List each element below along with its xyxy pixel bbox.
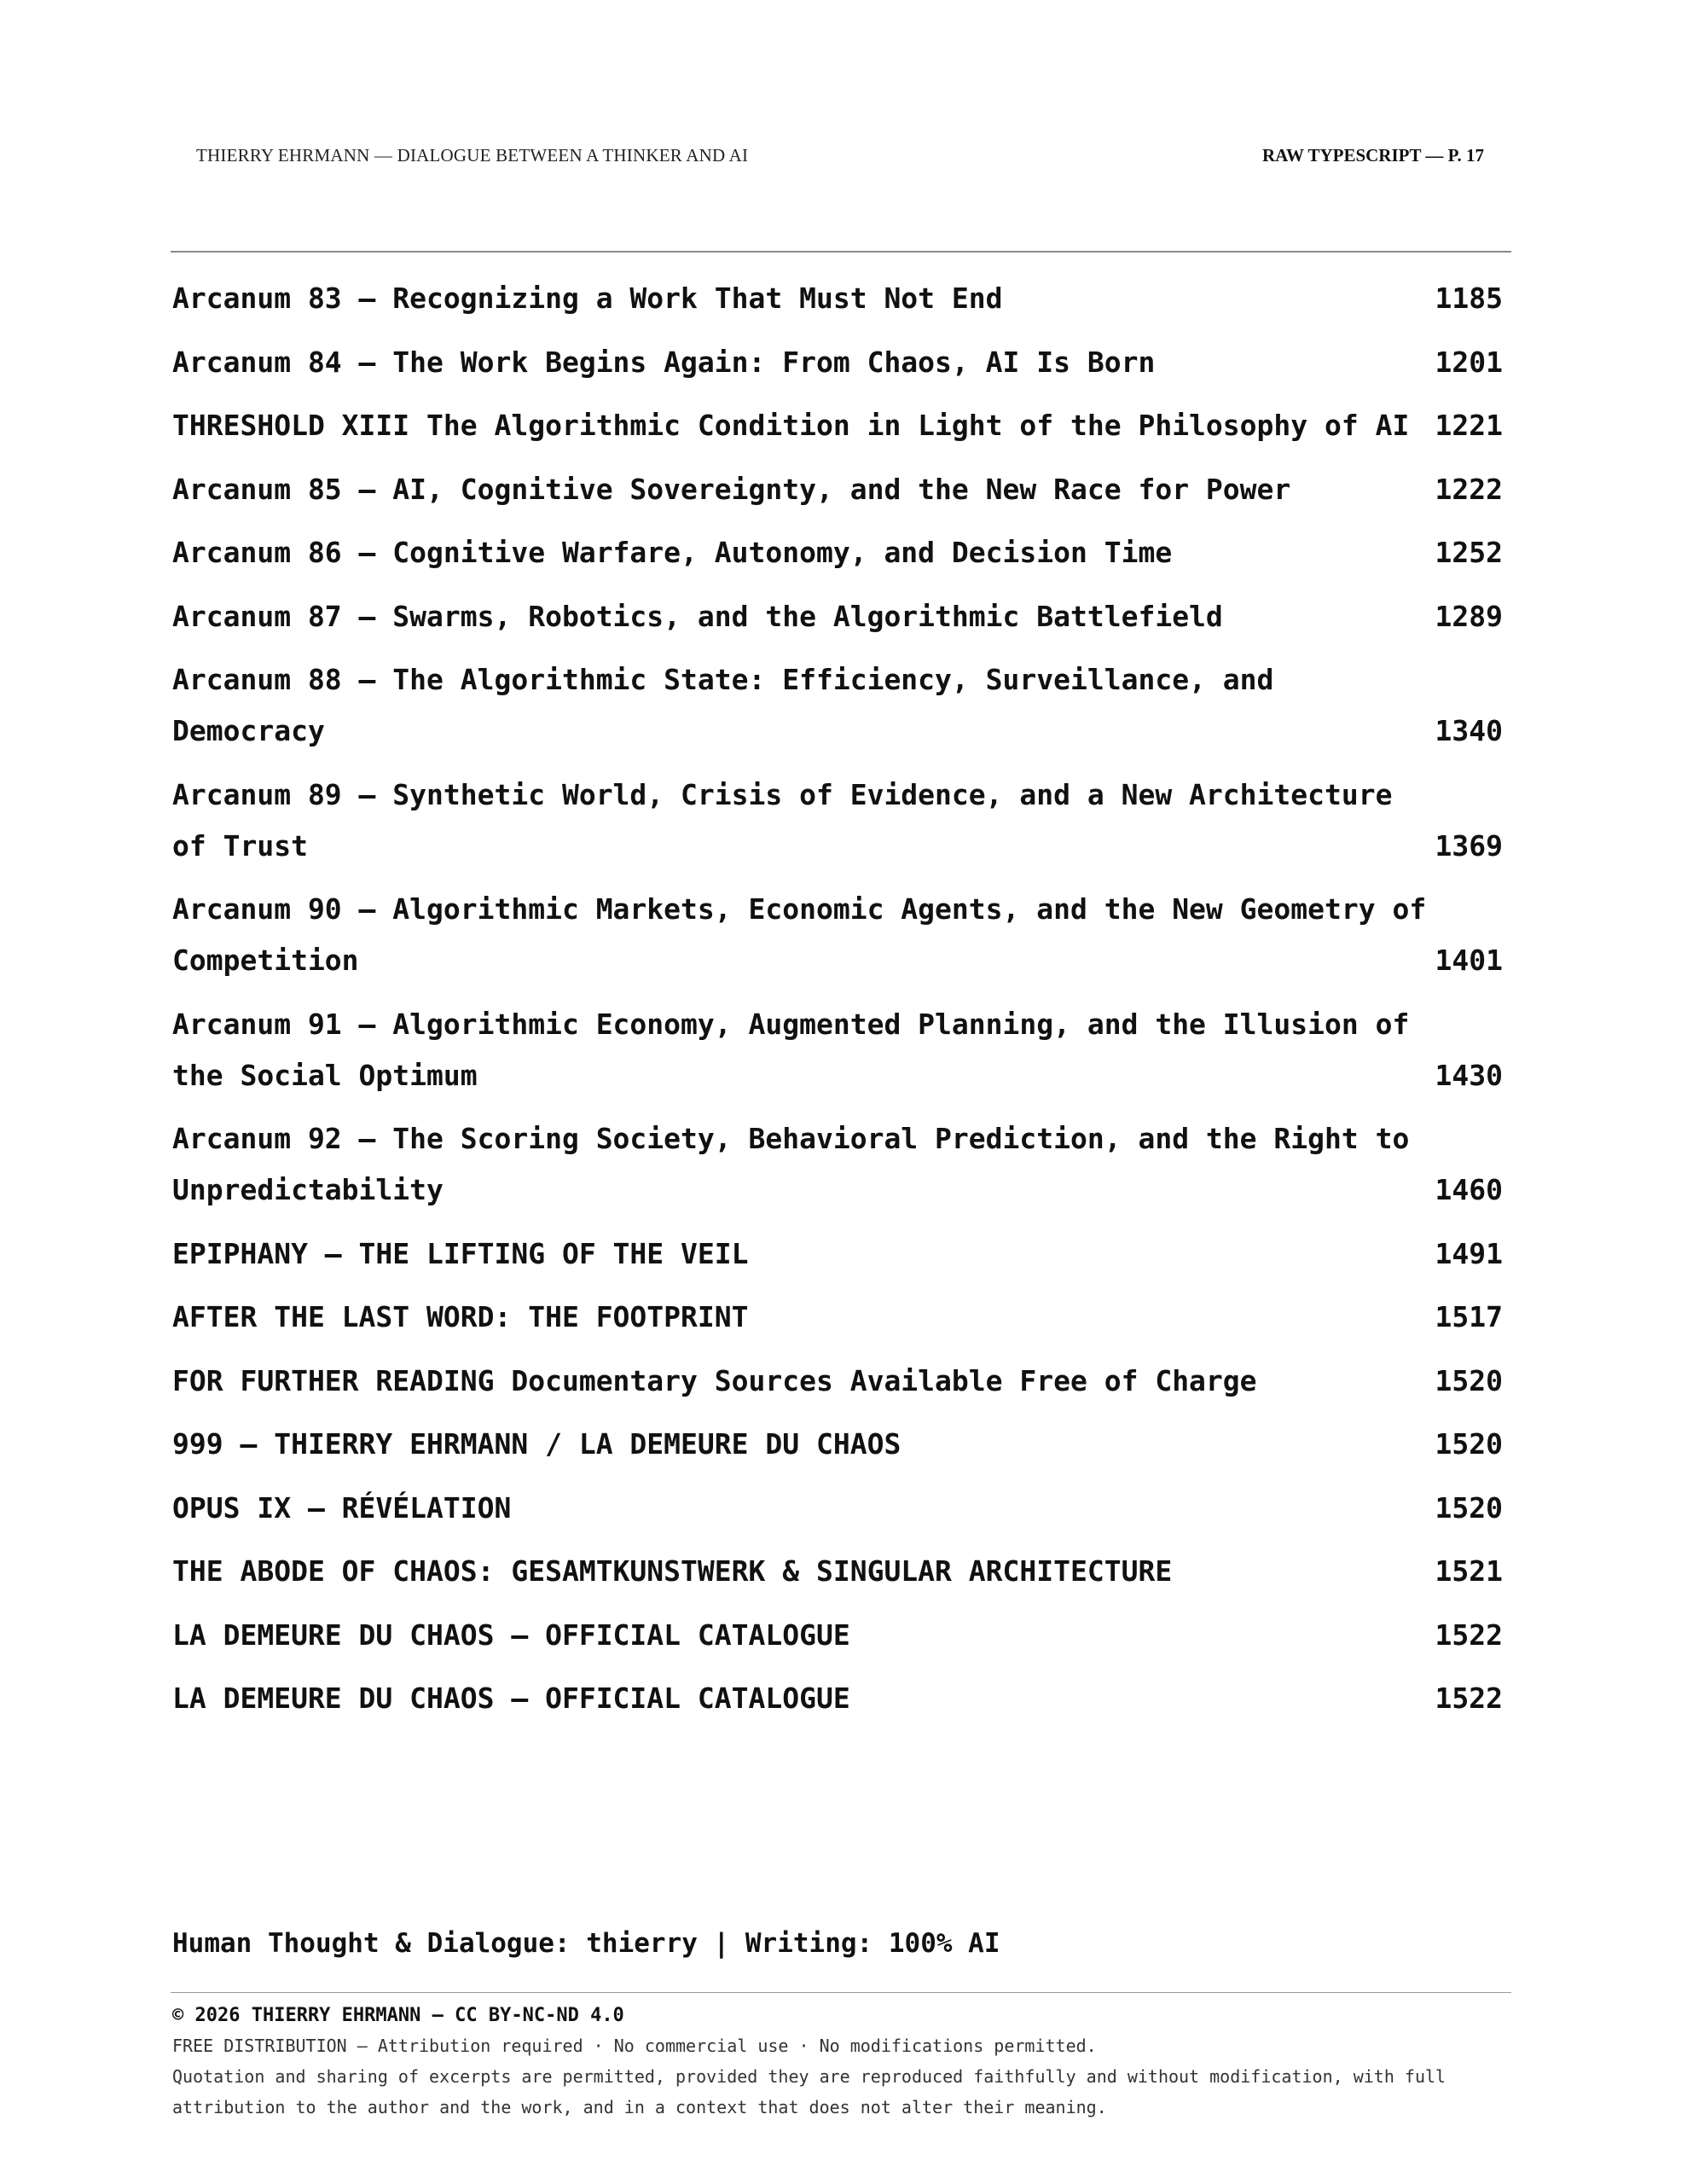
toc-entry-title: Arcanum 84 — The Work Begins Again: From Chaos, AI Is Born [172,345,1156,379]
toc-entry-page: 1522 [1435,1682,1503,1715]
header-divider [171,251,1511,253]
toc-entry [172,1483,1503,1534]
toc-entry-page: 1430 [1435,1058,1503,1092]
toc-entry [172,1419,1503,1470]
toc-entry [172,884,1503,986]
table-of-contents [172,273,1503,1737]
toc-entry-page: 1520 [1435,1427,1503,1461]
footer-divider [171,1992,1511,1993]
toc-entry [172,1292,1503,1343]
running-header-page: RAW TYPESCRIPT — P. 17 [1261,145,1484,166]
toc-entry-title: OPUS IX — RÉVÉLATION [172,1490,512,1525]
license-details: Quotation and sharing of excerpts are permitted, provided they are reproduced faithfully and without modification, with full attribution to the author and the work, and in a context that does not alter their meaning. [172,2066,1446,2117]
toc-entry-page: 1252 [1435,536,1503,569]
toc-entry-page: 1520 [1435,1363,1503,1397]
toc-entry-title: LA DEMEURE DU CHAOS — OFFICIAL CATALOGUE [172,1618,850,1652]
toc-entry-title: THRESHOLD XIII The Algorithmic Condition in Light of the Philosophy of AI [172,409,1410,442]
toc-entry-title: LA DEMEURE DU CHAOS — OFFICIAL CATALOGUE [172,1682,850,1715]
toc-entry-page: 1221 [1435,409,1503,442]
toc-entry-page: 1185 [1435,282,1503,315]
toc-entry-title: Arcanum 89 — Synthetic World, Crisis of Evidence, and a New Architecture of Trust [172,777,1410,863]
toc-entry [172,654,1503,757]
toc-entry-page: 1517 [1435,1300,1503,1333]
toc-entry-page: 1460 [1435,1173,1503,1206]
toc-entry-title: Arcanum 83 — Recognizing a Work That Must Not End [172,282,1003,315]
toc-entry-title: FOR FURTHER READING Documentary Sources Available Free of Charge [172,1363,1257,1397]
toc-entry [172,337,1503,388]
toc-entry-title: Arcanum 87 — Swarms, Robotics, and the Algorithmic Battlefield [172,599,1223,633]
toc-entry [172,527,1503,578]
toc-entry-title: 999 — THIERRY EHRMANN / LA DEMEURE DU CHAOS [172,1427,901,1461]
toc-entry [172,464,1503,515]
toc-entry-page: 1520 [1435,1490,1503,1525]
toc-entry [172,1610,1503,1661]
toc-entry [172,591,1503,642]
toc-entry-page: 1369 [1435,828,1503,863]
toc-entry [172,1673,1503,1724]
toc-entry [172,400,1503,451]
toc-entry-page: 1401 [1435,944,1503,977]
toc-entry-page: 1521 [1435,1554,1503,1588]
license-summary: FREE DISTRIBUTION — Attribution required · No commercial use · No modifications permitted. [172,2036,1097,2056]
toc-entry [172,999,1503,1101]
toc-entry [172,1356,1503,1407]
toc-entry-page: 1222 [1435,472,1503,506]
toc-entry [172,770,1503,872]
toc-entry-title: THE ABODE OF CHAOS: GESAMTKUNSTWERK & SINGULAR ARCHITECTURE [172,1554,1173,1588]
toc-entry-title: AFTER THE LAST WORD: THE FOOTPRINT [172,1300,749,1333]
running-header-title: THIERRY EHRMANN — DIALOGUE BETWEEN A THINKER AND AI [196,145,749,166]
toc-entry-title: Arcanum 85 — AI, Cognitive Sovereignty, and the New Race for Power [172,472,1291,506]
toc-entry-title: Arcanum 88 — The Algorithmic State: Efficiency, Surveillance, and Democracy [172,663,1291,747]
toc-entry-page: 1522 [1435,1618,1503,1652]
toc-entry-page: 1289 [1435,599,1503,633]
toc-entry [172,1113,1503,1216]
toc-entry-page: 1491 [1435,1236,1503,1270]
authorship-credit: Human Thought & Dialogue: thierry | Writing: 100% AI [172,1928,1000,1959]
copyright-notice: © 2026 THIERRY EHRMANN — CC BY-NC-ND 4.0 [172,2005,624,2026]
toc-entry-title: Arcanum 86 — Cognitive Warfare, Autonomy, and Decision Time [172,536,1173,569]
toc-entry [172,273,1503,324]
toc-entry [172,1546,1503,1597]
running-header [196,145,1484,174]
toc-entry [172,1228,1503,1280]
toc-entry-title: Arcanum 91 — Algorithmic Economy, Augmented Planning, and the Illusion of the Social Optimum [172,1007,1427,1092]
toc-entry-title: EPIPHANY — THE LIFTING OF THE VEIL [172,1236,749,1270]
toc-entry-title: Arcanum 90 — Algorithmic Markets, Economic Agents, and the New Geometry of Competition [172,892,1444,977]
toc-entry-title: Arcanum 92 — The Scoring Society, Behavioral Prediction, and the Right to Unpredictability [172,1122,1427,1206]
toc-entry-page: 1340 [1435,714,1503,747]
toc-entry-page: 1201 [1435,345,1503,379]
